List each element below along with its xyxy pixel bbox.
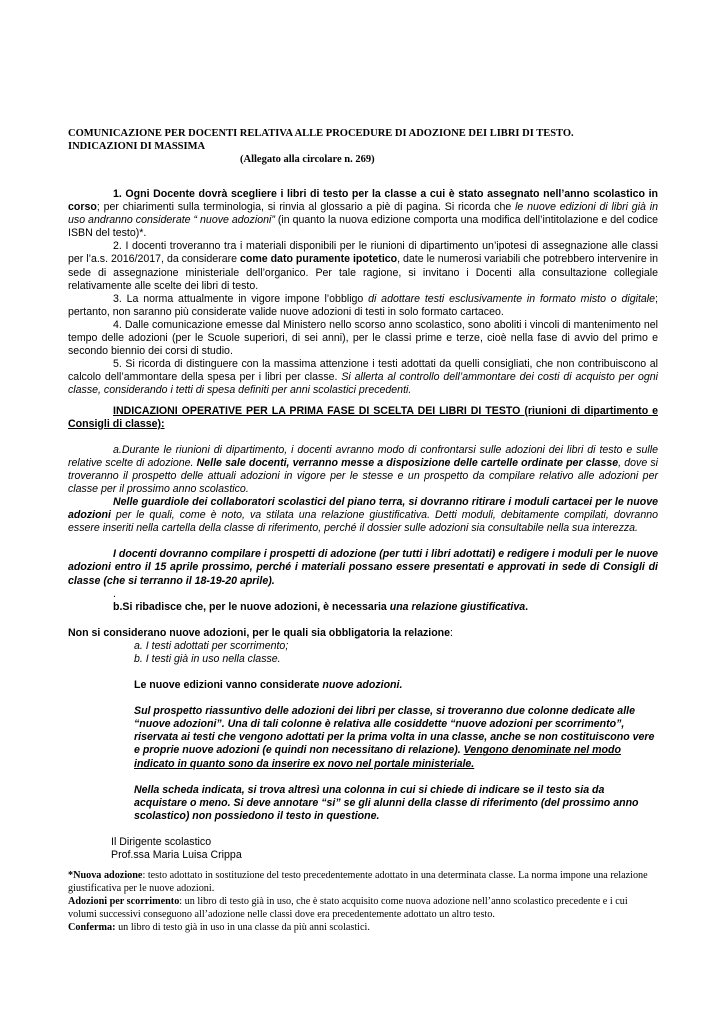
list-item-a: a. I testi adottati per scorrimento; <box>134 639 289 652</box>
prospetto-text: Sul prospetto riassuntivo delle adozioni dei libri per classe, si troveranno due colonne dedicate alle “nuove adozioni”. Una di tali colonne è relativa alle cosiddette “nuove adozioni per scorrimento”, riservata ai testi che vengono adottati per la prima volta in una classe, anche se non costituiscono vere e proprie nuove adozioni (e quindi non necessitano di relazione). <box>134 705 655 757</box>
section-title: INDICAZIONI OPERATIVE PER LA PRIMA FASE DI SCELTA DEI LIBRI DI TESTO (riunioni di dipartimento e Consigli di classe): <box>68 404 658 430</box>
prospetto-underlined: Vengono denominate nel modo indicato in quanto sono da inserire ex novo nel portale ministeriale. <box>134 744 621 770</box>
pb-bold: b.Si ribadisce che, per le nuove adozioni, è necessaria <box>113 600 390 613</box>
paragraph-3 <box>68 293 658 319</box>
glossary-entry-scorrimento <box>68 895 658 921</box>
list-item-b: b. I testi già in uso nella classe. <box>134 653 281 665</box>
p2-text: 2. I docenti troveranno tra i materiali disponibili per le riunioni di dipartimento un’ipotesi di assegnazione alle classi per l’a.s. 2016/2017, da considerare <box>68 240 658 266</box>
nuove-edizioni-bold-italic: nuove adozioni. <box>322 679 403 692</box>
non-considerano-line <box>68 627 658 640</box>
paragraph-b <box>68 601 658 614</box>
title-line-1: COMUNICAZIONE PER DOCENTI RELATIVA ALLE PROCEDURE DI ADOZIONE DEI LIBRI DI TESTO. <box>68 128 574 139</box>
prospetto-paragraph <box>68 705 658 770</box>
pb-bold-italic: una relazione giustificativa <box>389 600 526 613</box>
non-considerano-colon: : <box>450 626 453 639</box>
nuove-edizioni-line <box>68 679 658 692</box>
paragraph-a2 <box>68 496 658 535</box>
document-header <box>68 127 668 166</box>
glossary-entry-nuova-adozione <box>68 869 658 895</box>
paragraph-a3: I docenti dovranno compilare i prospetti di adozione (per tutti i libri adottati) e redigere i moduli per le nuove adozioni entro il 15 aprile prossimo, perché i materiali possano essere presentati e approvati in sede di Consigli di classe (che si terranno il 18-19-20 aprile). <box>68 548 658 587</box>
p1-bold: 1. Ogni Docente dovrà scegliere i libri di testo per la classe a cui è stato assegnato nell’anno scolastico in corso <box>68 188 658 214</box>
paragraph-a <box>68 444 658 496</box>
paragraph-4 <box>68 319 658 358</box>
nuove-edizioni-bold: Le nuove edizioni vanno considerate <box>134 679 323 692</box>
glossary-term: *Nuova adozione <box>68 870 143 881</box>
glossary-definition: un libro di testo già in uso in una classe da più anni scolastici. <box>115 922 370 933</box>
p3-italic: di adottare testi esclusivamente in formato misto o digitale <box>368 292 656 305</box>
p1-text: ; per chiarimenti sulla terminologia, si rinvia al glossario a piè di pagina. Si ricorda che <box>96 201 516 214</box>
glossary-term: Adozioni per scorrimento <box>68 896 180 907</box>
pa-bold-italic: Nelle sale docenti, verranno messe a disposizione delle cartelle ordinate per classe <box>196 456 619 469</box>
pb-bold-2: . <box>525 600 529 613</box>
p5-text: 5. Si ricorda di distinguere con la massima attenzione i testi adottati da quelli consigliati, che non contribuiscono al calcolo dell’ammontare della spesa per i libri per classe. <box>68 358 658 384</box>
paragraph-b-dot: . <box>113 587 116 600</box>
document-body <box>68 188 658 862</box>
pa-italic: a.Durante le riunioni di dipartimento, i docenti avranno modo di confrontarsi sulle adozioni dei libri di testo e sulle relative scelte di adozione. <box>68 443 658 469</box>
title-line-2: INDICAZIONI DI MASSIMA <box>68 141 206 152</box>
p3-text: 3. La norma attualmente in vigore impone l’obbligo <box>113 292 369 305</box>
glossary-term: Conferma: <box>68 922 116 933</box>
glossary-definition: : testo adottato in sostituzione del testo precedentemente adottato in una determinata classe. La norma impone una relazione giustificativa per le nuove adozioni. <box>68 870 648 894</box>
paragraph-2 <box>68 240 658 292</box>
p4-text: 4. Dalle comunicazione emesse dal Ministero nello scorso anno scolastico, sono aboliti i vincoli di mantenimento nel tempo delle adozioni (per le Scuole superiori, di sei anni), per le classi prime e terze, cioè nella fase di avvio del primo e secondo biennio dei corsi di studio. <box>68 318 658 358</box>
glossary-entry-conferma <box>68 921 658 934</box>
pa-italic-2: , dove si troveranno il prospetto delle attuali adozioni in vigore per le stesse e un prospetto da compilare relativo alle adozioni per classe per il prossimo anno scolastico. <box>68 456 659 495</box>
p2-bold: come dato puramente ipotetico <box>239 253 398 266</box>
p1-text-2: (in quanto la nuova edizione comporta una modifica dell’intitolazione e del codice ISBN del testo)*. <box>68 214 659 240</box>
pa2-italic: per le quali, come è noto, va stilata una relazione giustificativa. Detti moduli, debitamente compilati, dovranno essere inseriti nella cartella della classe di riferimento, perché il dossier sulle adozioni sia consultabile nella sua interezza. <box>68 509 658 535</box>
p5-italic: Si allerta al controllo dell’ammontare dei costi di acquisto per ogni classe, considerando i tetti di spesa definiti per anni scolastici precedenti. <box>68 371 658 397</box>
p2-text-2: , date le numerosi variabili che potrebbero intervenire in sede di assegnazione ministeriale dell’organico. Per tale ragione, si invitano i Docenti alla consultazione collegiale relativamente alle scelte dei libri di testo. <box>68 253 659 292</box>
paragraph-5 <box>68 358 658 397</box>
scheda-paragraph: Nella scheda indicata, si trova altresì una colonna in cui si chiede di indicare se il testo sia da acquistare o meno. Si deve annotare “si” se gli alunni della classe di riferimento (del prossimo anno scolastico) non possiedono il testo in questione. <box>134 783 639 822</box>
pa2-bold-italic: Nelle guardiole dei collaboratori scolastici del piano terra, si dovranno ritirare i moduli cartacei per le nuove adozioni <box>68 496 658 522</box>
p3-text-2: ; pertanto, non saranno più considerate valide nuove adozioni di testi in solo formato cartaceo. <box>68 292 658 318</box>
non-considerano-bold: Non si considerano nuove adozioni, per le quali sia obbligatoria la relazione <box>68 626 451 639</box>
allegato-note: (Allegato alla circolare n. 269) <box>240 154 375 165</box>
signature-name: Prof.ssa Maria Luisa Crippa <box>111 849 242 862</box>
paragraph-1 <box>68 188 658 240</box>
glossary-definition: : un libro di testo già in uso, che è stato acquisito come nuova adozione nell’anno scolastico precedente e i cui volumi successivi conseguono all’adozione nelle classi dove era precedentemente adottato un altro testo. <box>68 896 628 920</box>
signature-title: Il Dirigente scolastico <box>111 835 212 848</box>
p1-italic: le nuove edizioni di libri già in uso andranno considerate “ nuove adozioni” <box>68 201 658 227</box>
glossary <box>68 869 658 934</box>
